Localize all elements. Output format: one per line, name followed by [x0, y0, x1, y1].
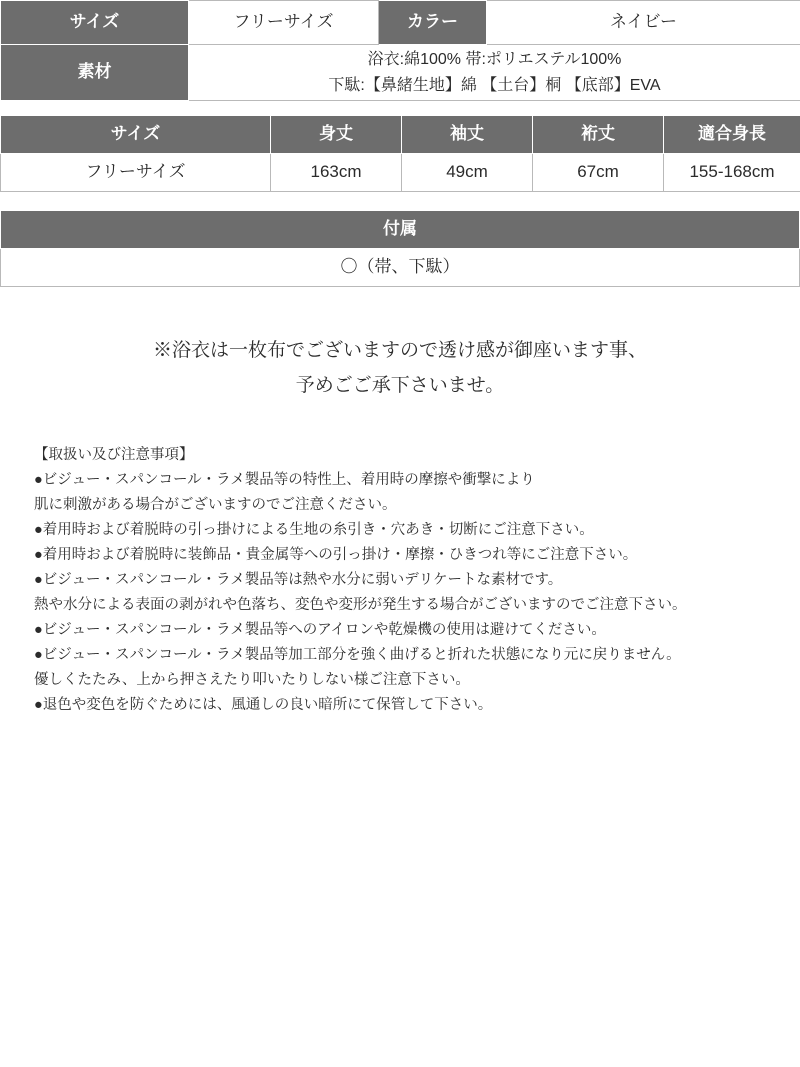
col-header-body-length: 身丈 — [271, 116, 402, 154]
notice-line-2: 予めごご承下さいませ。 — [295, 375, 505, 397]
care-line: ●着用時および着脱時に装飾品・貴金属等への引っ掛け・摩擦・ひきつれ等にご注意下さい。 — [34, 547, 638, 564]
cell-size: フリーサイズ — [1, 154, 271, 192]
care-title: 【取扱い及び注意事項】 — [34, 447, 194, 464]
care-line: ●ビジュー・スパンコール・ラメ製品等加工部分を強く曲げると折れた状態になり元に戻りません。 — [34, 646, 681, 663]
cell-size-value: フリーサイズ — [189, 1, 379, 45]
cell-size-label: サイズ — [1, 1, 189, 45]
cell-fit-height: 155-168cm — [664, 154, 800, 192]
cell-color-value: ネイビー — [487, 1, 800, 45]
table-header-row — [1, 211, 800, 249]
table-row — [1, 45, 800, 101]
spec-table-accessories — [0, 210, 800, 287]
spec-table-measurements — [0, 115, 800, 192]
cell-accessories-value: 〇（帯、下駄） — [1, 249, 800, 287]
spacer — [0, 101, 800, 115]
col-header-accessories: 付属 — [1, 211, 800, 249]
care-line: ●退色や変色を防ぐためには、風通しの良い暗所にて保管して下さい。 — [34, 696, 493, 713]
spec-table-basic — [0, 0, 800, 101]
material-line-1: 浴衣:綿100% 帯:ポリエステル100% — [367, 50, 622, 68]
table-header-row — [1, 116, 800, 154]
cell-color-label: カラー — [379, 1, 487, 45]
care-line: ●着用時および着脱時の引っ掛けによる生地の糸引き・穴あき・切断にご注意下さい。 — [34, 522, 594, 539]
col-header-sleeve-length: 袖丈 — [402, 116, 533, 154]
cell-yuki-length: 67cm — [533, 154, 664, 192]
notice-line-1: ※浴衣は一枚布でございますので透け感が御座います事、 — [152, 340, 647, 361]
col-header-yuki-length: 裄丈 — [533, 116, 664, 154]
transparency-notice — [0, 333, 800, 403]
care-line: ●ビジュー・スパンコール・ラメ製品等の特性上、着用時の摩擦や衝撃により — [34, 472, 535, 489]
care-line: ●ビジュー・スパンコール・ラメ製品等は熱や水分に弱いデリケートな素材です。 — [34, 571, 563, 588]
col-header-size: サイズ — [1, 116, 271, 154]
cell-material-value — [189, 45, 800, 101]
spacer — [0, 192, 800, 210]
col-header-fit-height: 適合身長 — [664, 116, 800, 154]
table-row — [1, 154, 800, 192]
material-line-2: 下駄:【鼻緒生地】綿 【土台】桐 【底部】EVA — [328, 76, 661, 94]
care-line: 熱や水分による表面の剥がれや色落ち、変色や変形が発生する場合がございますのでご注意下さい。 — [34, 596, 687, 613]
cell-material-label: 素材 — [1, 45, 189, 101]
table-row — [1, 249, 800, 287]
care-line: 優しくたたみ、上から押さえたり叩いたりしない様ご注意下さい。 — [34, 671, 470, 688]
care-instructions — [0, 443, 800, 717]
table-row — [1, 1, 800, 45]
cell-body-length: 163cm — [271, 154, 402, 192]
care-line: ●ビジュー・スパンコール・ラメ製品等へのアイロンや乾燥機の使用は避けてください。 — [34, 621, 606, 638]
cell-sleeve-length: 49cm — [402, 154, 533, 192]
care-line: 肌に刺激がある場合がございますのでご注意ください。 — [34, 497, 397, 514]
